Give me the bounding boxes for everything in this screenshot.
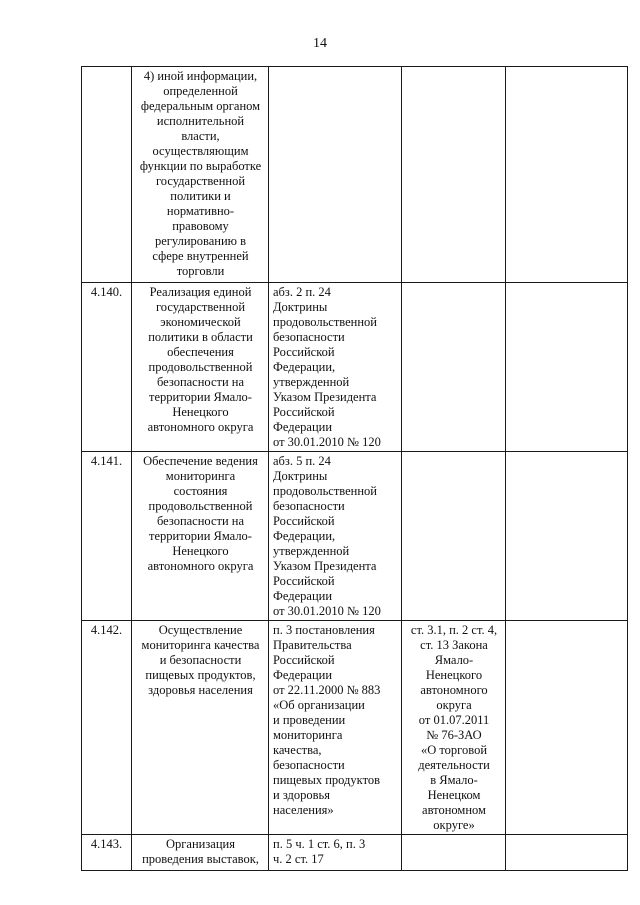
regional-basis-cell <box>402 835 506 871</box>
row-number-cell: 4.141. <box>82 452 132 621</box>
regional-basis-cell <box>402 452 506 621</box>
federal-basis-cell: абз. 2 п. 24 Доктрины продовольственной безопасности Российской Федерации, утвержденной Указом Президента Российской Федерации от 30.01.2010 № 120 <box>269 283 402 452</box>
page-number: 14 <box>313 36 327 51</box>
table-row <box>82 283 628 452</box>
extra-cell <box>506 67 628 283</box>
federal-basis-cell: п. 3 постановления Правительства Российской Федерации от 22.11.2000 № 883 «Об организации и проведении мониторинга качества, безопасности пищевых продуктов и здоровья населения» <box>269 621 402 835</box>
description-cell: Организация проведения выставок, <box>132 835 269 871</box>
row-number-cell: 4.140. <box>82 283 132 452</box>
federal-basis-cell: п. 5 ч. 1 ст. 6, п. 3 ч. 2 ст. 17 <box>269 835 402 871</box>
federal-basis-cell: абз. 5 п. 24 Доктрины продовольственной безопасности Российской Федерации, утвержденной Указом Президента Российской Федерации от 30.01.2010 № 120 <box>269 452 402 621</box>
extra-cell <box>506 452 628 621</box>
table-row <box>82 621 628 835</box>
document-table <box>81 66 628 871</box>
extra-cell <box>506 835 628 871</box>
row-number-cell: 4.142. <box>82 621 132 835</box>
description-cell: Реализация единой государственной экономической политики в области обеспечения продовольственной безопасности на территории Ямало- Ненецкого автономного округа <box>132 283 269 452</box>
table-row <box>82 67 628 283</box>
regional-basis-cell <box>402 67 506 283</box>
description-cell: Обеспечение ведения мониторинга состояния продовольственной безопасности на территории Ямало- Ненецкого автономного округа <box>132 452 269 621</box>
extra-cell <box>506 283 628 452</box>
description-cell: 4) иной информации, определенной федеральным органом исполнительной власти, осуществляющим функции по выработке государственной политики и нормативно- правовому регулированию в сфере внутренней торговли <box>132 67 269 283</box>
regional-basis-cell: ст. 3.1, п. 2 ст. 4, ст. 13 Закона Ямало- Ненецкого автономного округа от 01.07.2011 № 76-ЗАО «О торговой деятельности в Ямало- Ненецком автономном округе» <box>402 621 506 835</box>
table-row <box>82 452 628 621</box>
description-cell: Осуществление мониторинга качества и безопасности пищевых продуктов, здоровья населения <box>132 621 269 835</box>
row-number-cell <box>82 67 132 283</box>
table-row <box>82 835 628 871</box>
regional-basis-cell <box>402 283 506 452</box>
federal-basis-cell <box>269 67 402 283</box>
row-number-cell: 4.143. <box>82 835 132 871</box>
extra-cell <box>506 621 628 835</box>
